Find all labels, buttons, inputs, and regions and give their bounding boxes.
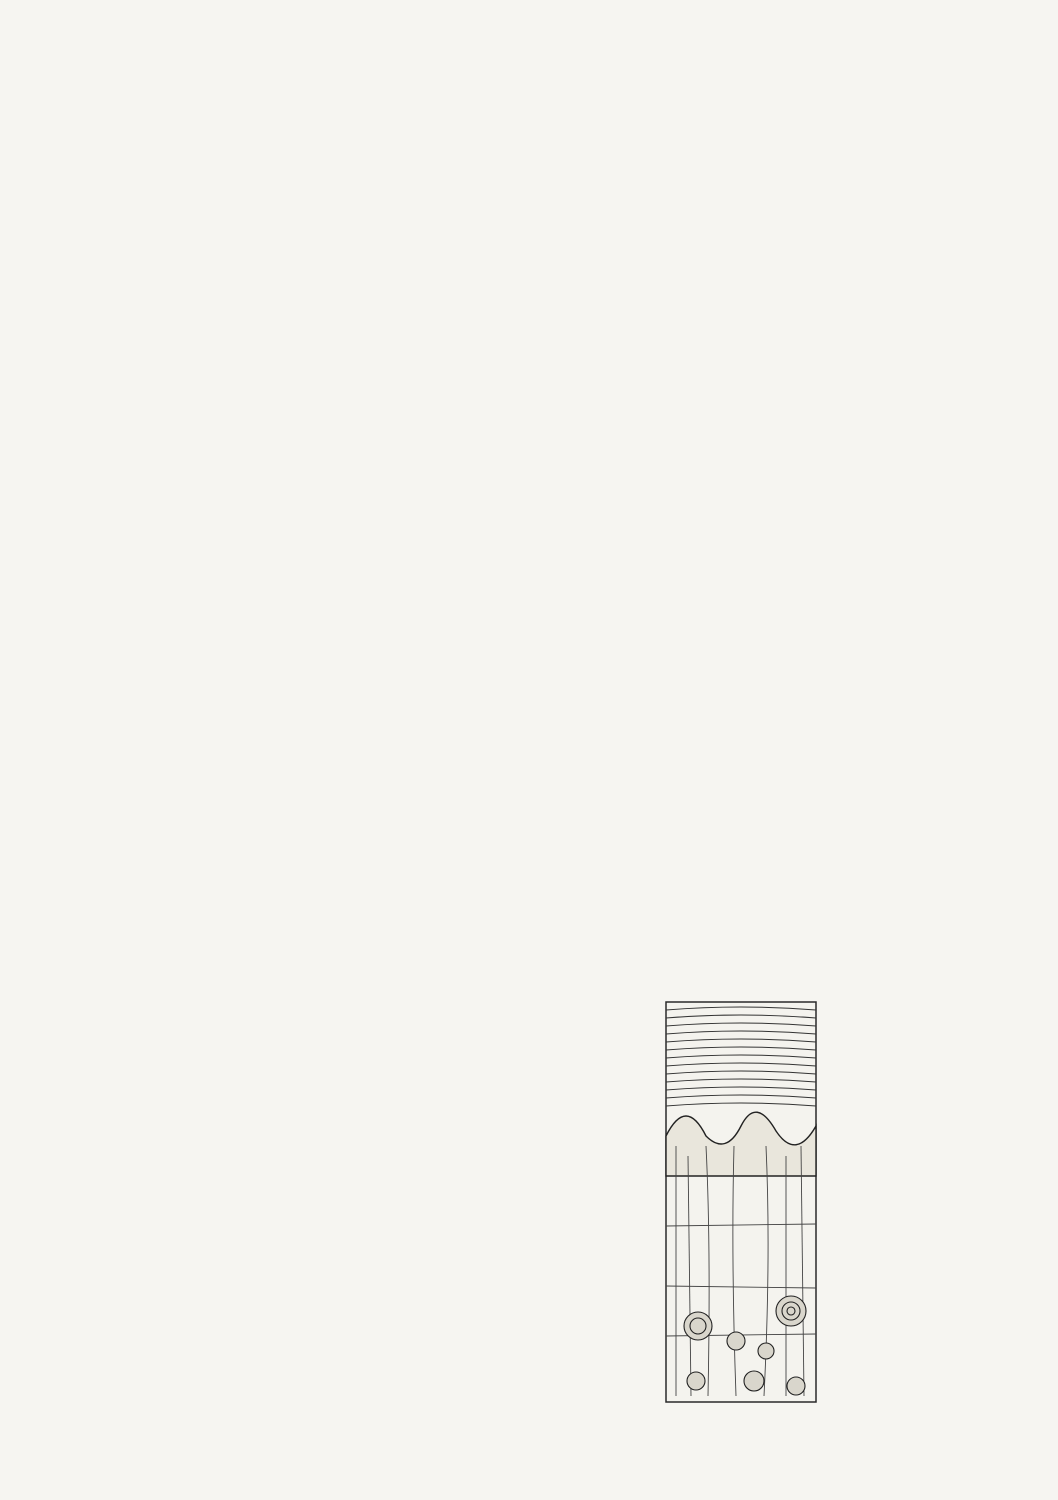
skin-section-figure xyxy=(636,996,886,1416)
